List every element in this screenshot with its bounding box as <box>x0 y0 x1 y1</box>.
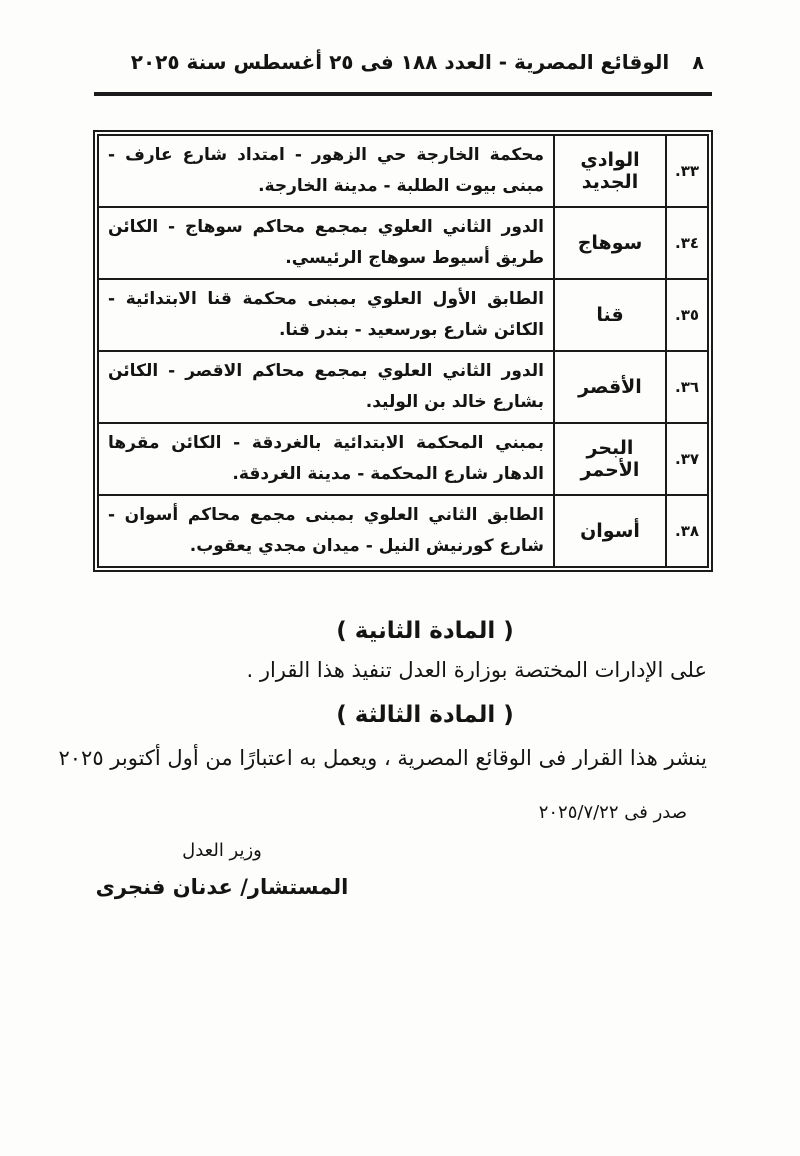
minister-name: المستشار/ عدنان فنجرى <box>95 875 349 899</box>
table-row <box>98 279 708 351</box>
governorate-cell: قنا <box>554 279 666 351</box>
minister-title: وزير العدل <box>182 840 262 861</box>
courts-table-grid <box>97 134 709 568</box>
table-row <box>98 495 708 567</box>
article-three-heading: ( المادة الثالثة ) <box>336 702 514 728</box>
row-number: ٣٦. <box>666 351 708 423</box>
table-row <box>98 135 708 207</box>
address-cell: بمبني المحكمة الابتدائية بالغردقة - الكائن مقرها الدهار شارع المحكمة - مدينة الغردقة. <box>98 423 554 495</box>
governorate-cell: أسوان <box>554 495 666 567</box>
row-number: ٣٥. <box>666 279 708 351</box>
page-title: الوقائع المصرية - العدد ١٨٨ فى ٢٥ أغسطس سنة ٢٠٢٥ <box>130 50 670 74</box>
address-cell: الدور الثاني العلوي بمجمع محاكم الاقصر - الكائن بشارع خالد بن الوليد. <box>98 351 554 423</box>
signature-block <box>72 840 372 899</box>
governorate-cell: الوادي الجديد <box>554 135 666 207</box>
row-number: ٣٤. <box>666 207 708 279</box>
row-number: ٣٧. <box>666 423 708 495</box>
row-number: ٣٨. <box>666 495 708 567</box>
row-number: ٣٣. <box>666 135 708 207</box>
governorate-cell: البحر الأحمر <box>554 423 666 495</box>
article-two-heading: ( المادة الثانية ) <box>336 618 514 644</box>
header-divider <box>94 92 712 96</box>
page-number: ٨ <box>692 52 704 74</box>
article-two-body: على الإدارات المختصة بوزارة العدل تنفيذ هذا القرار . <box>246 658 707 682</box>
table-row <box>98 423 708 495</box>
table-row <box>98 207 708 279</box>
table-row <box>98 351 708 423</box>
address-cell: الطابق الأول العلوي بمبنى محكمة قنا الابتدائية - الكائن شارع بورسعيد - بندر قنا. <box>98 279 554 351</box>
address-cell: الدور الثاني العلوي بمجمع محاكم سوهاج - الكائن طريق أسيوط سوهاج الرئيسي. <box>98 207 554 279</box>
issued-date: صدر فى ٢٠٢٥/٧/٢٢ <box>538 802 687 823</box>
courts-table <box>93 130 713 572</box>
governorate-cell: سوهاج <box>554 207 666 279</box>
address-cell: الطابق الثاني العلوي بمبنى مجمع محاكم أسوان - شارع كورنيش النيل - ميدان مجدي يعقوب. <box>98 495 554 567</box>
article-three-body: ينشر هذا القرار فى الوقائع المصرية ، ويعمل به اعتبارًا من أول أكتوبر ٢٠٢٥ <box>58 746 707 770</box>
address-cell: محكمة الخارجة حي الزهور - امتداد شارع عارف - مبنى بيوت الطلبة - مدينة الخارجة. <box>98 135 554 207</box>
governorate-cell: الأقصر <box>554 351 666 423</box>
